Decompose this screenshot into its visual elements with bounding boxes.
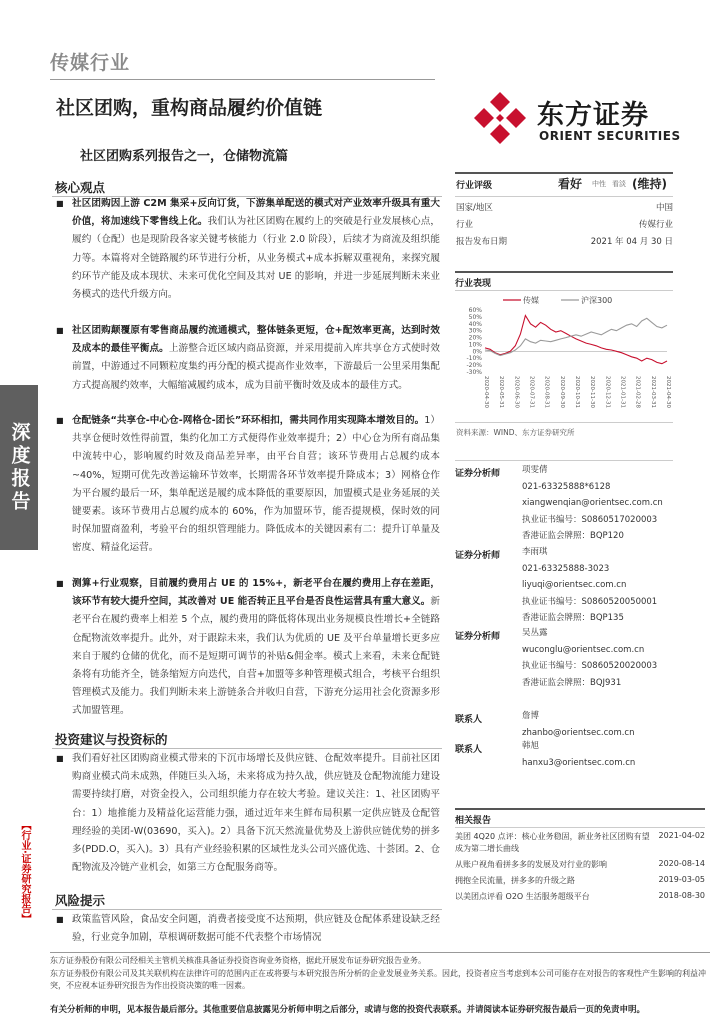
orient-logo-icon (472, 90, 528, 146)
x-tick-label: 2020-10-31 (574, 376, 580, 408)
x-tick-label: 2020-05-31 (498, 376, 505, 408)
invest-bullet: 我们看好社区团购商业模式带来的下沉市场增长及供应链、仓配效率提升。目前社区团购商业模式尚未成熟，伴随巨头入场，未来将成为持久战，供应链及仓配物流能力建设需要持续打磨，对资金投入，公司组织能力存在较大考验。建议关注：1、社区团购平台：1）地推能力及精益化运营能力强，通过近年来生鲜布局积累一定供应链及仓配管理经验的美团-W(03690，买入)。2）具备下沉天然流量优势及上游供应链优势的拼多多(PDD.O，买入)。3）具有产业经验积累的区域性龙头公司兴盛优选、十荟团。2、仓配物流及冷链产业机会，如第三方仓配服务商等。 (72, 753, 440, 874)
y-tick-label: 20% (468, 334, 482, 342)
related-item[interactable]: 拥抱全民流量，拼多多的升级之路 2019-03-05 (455, 875, 705, 885)
invest-heading: 投资建议与投资标的 (55, 732, 168, 747)
rating-row-value: 传媒行业 (638, 220, 673, 230)
core-view-heading: 核心观点 (55, 180, 106, 195)
risk-bullet: 政策监管风险，食品安全问题，消费者接受度不达预期，供应链及仓配体系建设缺乏经验，行业竞争加剧，草根调研数据可能不代表整个市场情况 (72, 914, 440, 944)
contact-role: 联系人 (455, 745, 483, 755)
core-bullet-3: 仓配链条“共享仓-中心仓-网格仓-团长”环环相扣，需共同作用实现降本增效目的。1）共享仓便时效性得前置，集约化加工方式便得作业效率提升；2）中心仓为所有商品集中流转中心，影响履约时效及商品差异率，由平台自营；该环节费用占总履约成本~40%，短期可优先改善运输环节效率，长期需各环节效率提升降成本；3）网格仓作为平台履约最后一环，集单配送是履约成本降低的重要原因，加盟模式是业务延展的关键要素。该环节费用占总履约成本的 60%，作为加盟环节，能否提规模，保时效的同时保加盟商盈利，考验平台的组织管理能力。降低成本的关键因素有二：提升订单量及密度、精益化运营。 (72, 415, 441, 554)
bullet-icon: ■ (56, 579, 64, 588)
sidebar-category: 【行业·证券研究报告】 (19, 820, 30, 924)
x-tick-label: 2021-03-31 (649, 376, 656, 408)
y-tick-label: 60% (468, 307, 482, 314)
x-tick-label: 2021-04-30 (665, 376, 671, 408)
rating-label: 行业评级 (456, 181, 493, 191)
contact-1: 詹博 zhanbo@orientsec.com.cn (522, 711, 635, 738)
header-divider (50, 79, 435, 80)
y-tick-label: 0% (472, 348, 482, 356)
y-tick-label: 30% (468, 327, 482, 335)
rating-row-key: 报告发布日期 (456, 237, 508, 247)
bullet-icon: ■ (56, 754, 64, 763)
rating-row-value: 中国 (655, 203, 673, 213)
contact-2: 韩旭 hanxu3@orientsec.com.cn (522, 741, 636, 768)
rating-top-rule (455, 172, 673, 174)
related-item[interactable]: 美团 4Q20 点评：核心业务稳固，新业务社区团购有望成为第二增长曲线 2021-04-02 (455, 831, 705, 853)
section-divider (52, 909, 442, 910)
x-tick-label: 2021-02-28 (634, 376, 641, 408)
footer-notice: 有关分析师的申明，见本报告最后部分。其他重要信息披露见分析师申明之后部分，或请与您的投资代表联系。并请阅读本证券研究报告最后一页的免责申明。 (50, 1005, 646, 1015)
bullet-icon: ■ (56, 416, 64, 425)
analyst-3: 吴丛露 wuconglu@orientsec.com.cn 执业证书编号：S0860520020003 香港证监会牌照：BQJ931 (522, 628, 658, 688)
report-subtitle: 社区团购系列报告之一，仓储物流篇 (80, 149, 289, 164)
y-tick-label: -10% (466, 355, 482, 363)
y-tick-label: 50% (468, 313, 482, 321)
series-line-沪深300 (485, 318, 667, 355)
rating-row-value: 2021 年 04 月 30 日 (590, 237, 673, 247)
x-tick-label: 2021-01-31 (619, 376, 626, 408)
sidebar-label: 深度报告 (8, 421, 31, 514)
rating-option-neutral: 中性 (592, 180, 606, 188)
x-tick-label: 2020-08-31 (543, 376, 550, 408)
rating-value: 看好 (558, 177, 583, 191)
rating-status: (维持) (632, 177, 667, 191)
footer-divider (50, 952, 710, 953)
x-tick-label: 2020-06-30 (513, 376, 520, 408)
y-tick-label: 10% (468, 341, 482, 349)
bullet-icon: ■ (56, 199, 64, 208)
perf-heading: 行业表现 (455, 279, 492, 289)
core-bullet-1: 社区团购因上游 C2M 集采+反向订货，下游集单配送的模式对产业效率升级具有重大价值，将加速线下零售线上化。我们认为社区团购在履约上的突破是行业发展核心点，履约（仓配）也是现阶段各家关键考核能力（行业 2.0 阶段），后续才为商流及组织能力等。本篇将对全链路履约环节进行分析，从业务模式+成本拆解双重视角，来探究履约环节产能及成本现状、未来可优化空间及其对 UE 的影响，并进一步延展判断未来业务模式的迭代升级方向。 (72, 198, 441, 301)
core-bullet-4: 测算+行业观察，目前履约费用占 UE 的 15%+，新老平台在履约费用上存在差距，该环节有较大提升空间，其改善对 UE 能否转正且平台是否良性运营具有重大意义。新老平台在履约费率上相差 5 个点，履约费用的降低将体现出业务规模良性增长+全链路仓配物流效率提升。此外，对于跟踪未来，我们认为优质的 UE 及平台单量增长更多应来自于履约仓储的优化，而不是短期可调节的补贴&佣金率。模式上来看，未来仓配链条将有功能齐全，链条缩短方向迭代，自营+加盟等多种管理模式组合，考核平台组织管理模式及能力。我们判断未来上游链条合并收归自营，下游充分运用社会化资源多形式加盟管理。 (72, 578, 440, 717)
rating-row-key: 行业 (456, 220, 474, 230)
x-tick-label: 2020-11-30 (589, 376, 596, 408)
y-tick-label: 40% (468, 320, 482, 328)
analyst-role: 证券分析师 (455, 632, 501, 642)
analyst-1: 项雯倩 021-63325888*6128 xiangwenqian@orientsec.com.cn 执业证书编号：S0860517020003 香港证监会牌照：BQP120 (522, 465, 663, 541)
rating-row-key: 国家/地区 (456, 203, 493, 213)
x-tick-label: 2020-09-30 (558, 376, 565, 408)
industry-label: 传媒行业 (50, 52, 131, 74)
footer-disclaimer: 东方证券股份有限公司经相关主管机关核准具备证券投资咨询业务资格，据此开展发布证券研究报告业务。 东方证券股份有限公司及其关联机构在法律许可的范围内正在或将要与本研究报告所分析的企业发展业务关系。因此，投资者应当考虑到本公司可能存在对报告的客观性产生影响的利益冲突，不应视本证券研究报告为作出投资决策的唯一因素。 (50, 956, 706, 990)
core-bullet-2: 社区团购颠覆原有零售商品履约流通模式，整体链条更短，仓+配效率更高，达到时效及成本的最佳平衡点。上游整合近区域内商品资源，并采用提前入库共享仓方式使时效前置，中游通过不同颗粒度集约再分配的模式提高作业效率，下游最后一公里采用集配方式提高履约效率，大幅缩减履约成本，成为目前平衡时效及成本的最佳方式。 (72, 325, 441, 391)
rating-option-bearish: 看淡 (612, 180, 626, 188)
report-title: 社区团购，重构商品履约价值链 (56, 97, 323, 119)
perf-top-rule (455, 271, 673, 273)
chart-bottom-rule (455, 422, 673, 423)
y-tick-label: -20% (466, 362, 482, 370)
logo-text-en: ORIENT SECURITIES (539, 129, 681, 143)
related-top-rule (455, 808, 705, 810)
chart-source: 资料来源：WIND、东方证券研究所 (456, 428, 575, 437)
x-tick-label: 2020-07-31 (528, 376, 535, 408)
analyst-role: 证券分析师 (455, 469, 501, 479)
legend-label: 传媒 (523, 296, 539, 305)
x-tick-label: 2020-04-30 (483, 376, 489, 408)
performance-chart (455, 290, 673, 425)
related-item[interactable]: 以美团点评看 O2O 生活服务超级平台 2018-08-30 (455, 891, 705, 901)
analyst-role: 证券分析师 (455, 551, 501, 561)
contact-role: 联系人 (455, 715, 483, 725)
analyst-2: 李雨琪 021-63325888-3023 liyuqi@orientsec.com.cn 执业证书编号：S0860520050001 香港证监会牌照：BQP135 (522, 547, 658, 623)
section-divider (52, 748, 442, 749)
rating-rule (455, 196, 673, 197)
related-item[interactable]: 从账户视角看拼多多的发展及对行业的影响 2020-08-14 (455, 859, 705, 869)
legend-label: 沪深300 (581, 296, 613, 305)
related-heading: 相关报告 (455, 816, 492, 826)
bullet-icon: ■ (56, 326, 64, 335)
x-tick-label: 2020-12-31 (604, 376, 611, 408)
y-tick-label: -30% (466, 369, 482, 376)
bullet-icon: ■ (56, 915, 64, 924)
risk-heading: 风险提示 (55, 893, 106, 908)
analyst-rule (455, 460, 673, 461)
related-rule (455, 827, 705, 828)
logo-text-cn: 东方证券 (537, 100, 649, 131)
